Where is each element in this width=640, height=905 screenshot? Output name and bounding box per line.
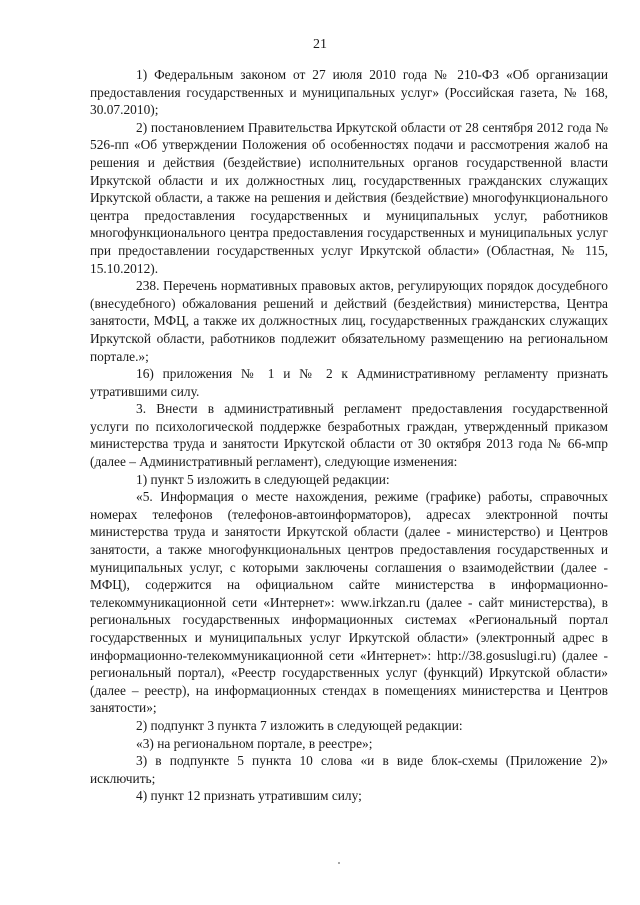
paragraph-6: 1) пункт 5 изложить в следующей редакции: [136,471,390,487]
page-number: 21 [313,37,327,52]
paragraph-11: 4) пункт 12 признать утратившим силу; [136,788,362,804]
paragraph-2: 2) постановлением Правительства Иркутской области от 28 сентября 2012 года № 526-пп «Об утверждении Положения об особенностях подачи и рассмотрения жалоб на решения и действия (бездействие) исполнительных органов государственной власти Иркутской области и их должностных лиц, государственных гражданских служащих Иркутской области, а также на решения и действия (бездействие) многофункционального центра предоставления государственных и муниципальных услуг, работников многофункционального центра предоставления государственных и муниципальных услуг при предоставлении государственных услуг Иркутской области» (Областная, № 115, 15.10.2012). [90,119,608,276]
paragraph-5: 3. Внести в административный регламент предоставления государственной услуги по психологической поддержке безработных граждан, утвержденный приказом министерства труда и занятости Иркутской области от 30 октября 2013 года № 66-мпр (далее – Административный регламент), следующие изменения: [90,401,608,470]
scan-artifact [338,862,340,864]
paragraph-4: 16) приложения № 1 и № 2 к Административному регламенту признать утратившими силу. [90,366,608,399]
paragraph-8: 2) подпункт 3 пункта 7 изложить в следующей редакции: [136,717,463,733]
paragraph-1: 1) Федеральным законом от 27 июля 2010 года № 210-ФЗ «Об организации предоставления государственных и муниципальных услуг» (Российская газета, № 168, 30.07.2010); [90,67,608,118]
paragraph-7: «5. Информация о месте нахождения, режиме (графике) работы, справочных номерах телефонов (телефонов-автоинформаторов), адресах электронной почты министерства труда и занятости Иркутской области (далее - министерство) и Центров занятости, а также многофункциональных центров предоставления государственных и муниципальных услуг, с которыми заключены соглашения о взаимодействии (далее - МФЦ), содержится на официальном сайте министерства в информационно-телекоммуникационной сети «Интернет»: www.irkzan.ru (далее - сайт министерства), в региональных государственных информационных системах «Региональный портал государственных и муниципальных услуг Иркутской области» (электронный адрес в информационно-телекоммуникационной сети «Интернет»: http://38.gosuslugi.ru) (далее - региональный портал), «Реестр государственных услуг (функций) Иркутской области» (далее – реестр), на информационных стендах в помещениях министерства и Центров занятости»; [90,489,608,716]
document-body [90,66,608,805]
paragraph-10: 3) в подпункте 5 пункта 10 слова «и в виде блок-схемы (Приложение 2)» исключить; [90,753,608,786]
paragraph-9: «3) на региональном портале, в реестре»; [136,735,373,751]
paragraph-3: 238. Перечень нормативных правовых актов, регулирующих порядок досудебного (внесудебного) обжалования решений и действий (бездействия) министерства, Центра занятости, МФЦ, а также их должностных лиц, государственных гражданских служащих Иркутской области, работников подлежит обязательному размещению на региональном портале.»; [90,278,608,364]
